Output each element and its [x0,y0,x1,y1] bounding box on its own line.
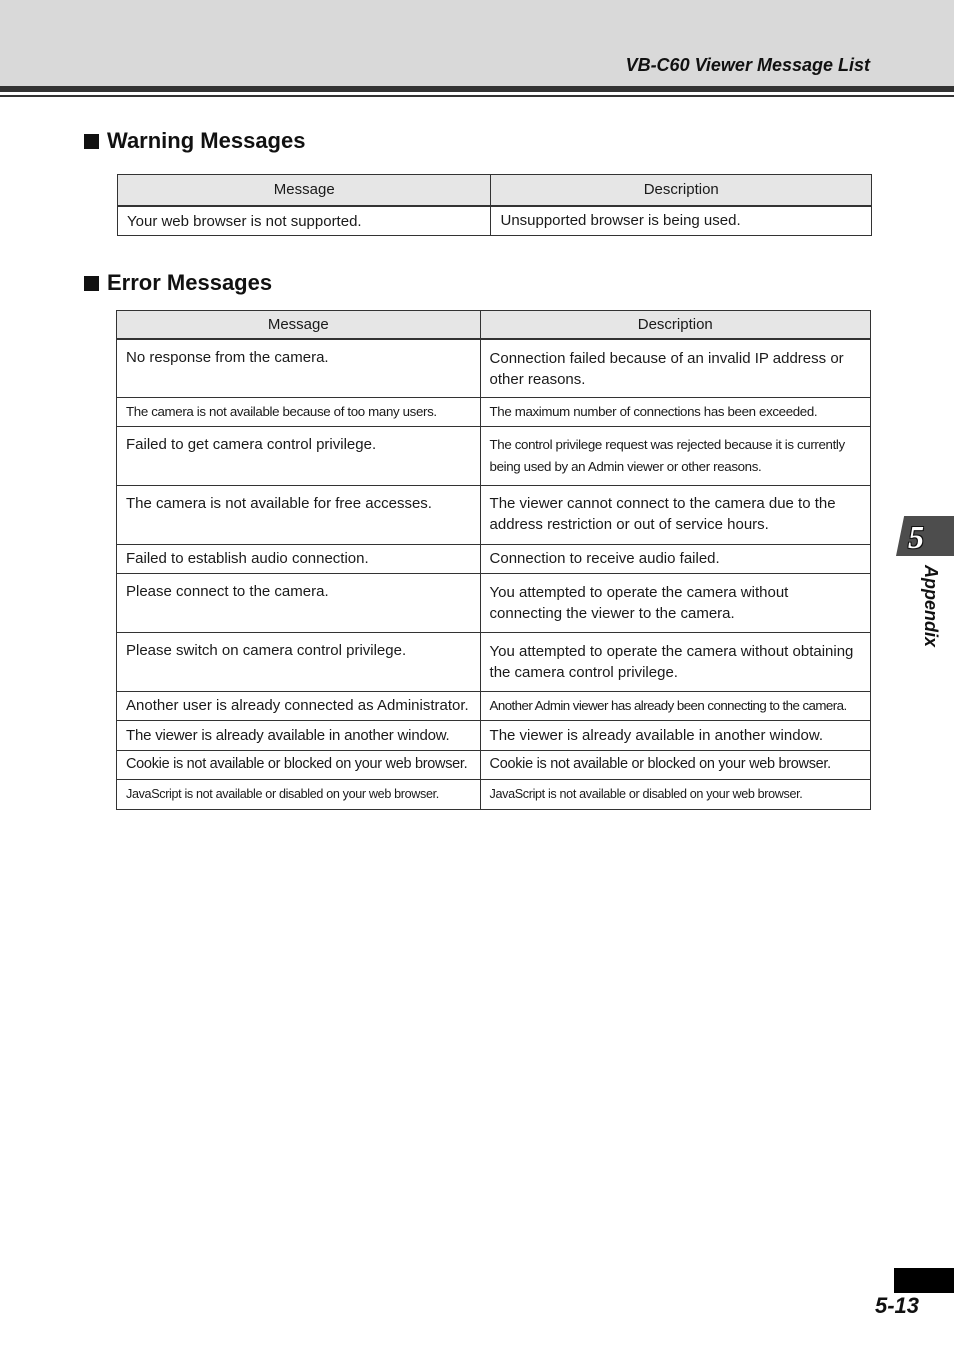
table-row [117,545,871,574]
message-cell: JavaScript is not available or disabled on your web browser. [117,780,481,810]
message-cell: Failed to get camera control privilege. [117,427,481,486]
warning-messages-heading [84,128,305,154]
message-cell: The camera is not available for free accesses. [117,486,481,545]
message-cell: No response from the camera. [117,339,481,398]
error-messages-heading [84,270,272,296]
description-cell: Cookie is not available or blocked on your web browser. [480,751,870,780]
column-header-message: Message [118,175,491,206]
description-cell: Connection to receive audio failed. [480,545,870,574]
description-cell: You attempted to operate the camera without connecting the viewer to the camera. [480,574,870,633]
message-cell: The camera is not available because of too many users. [117,398,481,427]
table-row [117,751,871,780]
header-rule-thin [0,95,954,97]
column-header-description: Description [491,175,872,206]
square-bullet-icon [84,134,99,149]
chapter-number: 5 [908,519,924,555]
description-cell: The control privilege request was rejected because it is currently being used by an Admin viewer or other reasons. [480,427,870,486]
description-cell: JavaScript is not available or disabled on your web browser. [480,780,870,810]
header-rule-thick [0,86,954,92]
message-cell: Your web browser is not supported. [118,206,491,236]
description-cell: You attempted to operate the camera without obtaining the camera control privilege. [480,633,870,692]
description-cell: The viewer cannot connect to the camera due to the address restriction or out of service hours. [480,486,870,545]
chapter-tab [896,516,954,556]
table-header-row [118,175,872,206]
table-row [117,574,871,633]
table-row [117,427,871,486]
table-row [117,692,871,721]
column-header-message: Message [117,311,481,339]
column-header-description: Description [480,311,870,339]
message-cell: Cookie is not available or blocked on your web browser. [117,751,481,780]
warning-heading-text: Warning Messages [107,128,306,153]
table-row [117,339,871,398]
description-cell: Connection failed because of an invalid IP address or other reasons. [480,339,870,398]
page-number: 5-13 [874,1293,919,1318]
table-row [118,206,872,236]
error-messages-table [116,310,871,810]
table-row [117,486,871,545]
running-header-title: VB-C60 Viewer Message List [625,55,870,75]
table-row [117,721,871,751]
message-cell: Failed to establish audio connection. [117,545,481,574]
description-cell: Unsupported browser is being used. [491,206,872,236]
description-cell: Another Admin viewer has already been connecting to the camera. [480,692,870,721]
table-row [117,398,871,427]
table-row [117,780,871,810]
description-cell: The maximum number of connections has been exceeded. [480,398,870,427]
description-cell: The viewer is already available in another window. [480,721,870,751]
message-cell: Another user is already connected as Administrator. [117,692,481,721]
message-cell: The viewer is already available in another window. [117,721,481,751]
chapter-label: Appendix [921,565,941,648]
message-cell: Please switch on camera control privilege. [117,633,481,692]
table-row [117,633,871,692]
square-bullet-icon [84,276,99,291]
error-heading-text: Error Messages [107,270,273,295]
message-cell: Please connect to the camera. [117,574,481,633]
table-header-row [117,311,871,339]
warning-messages-table [117,174,872,236]
page-tab-marker [894,1268,954,1293]
